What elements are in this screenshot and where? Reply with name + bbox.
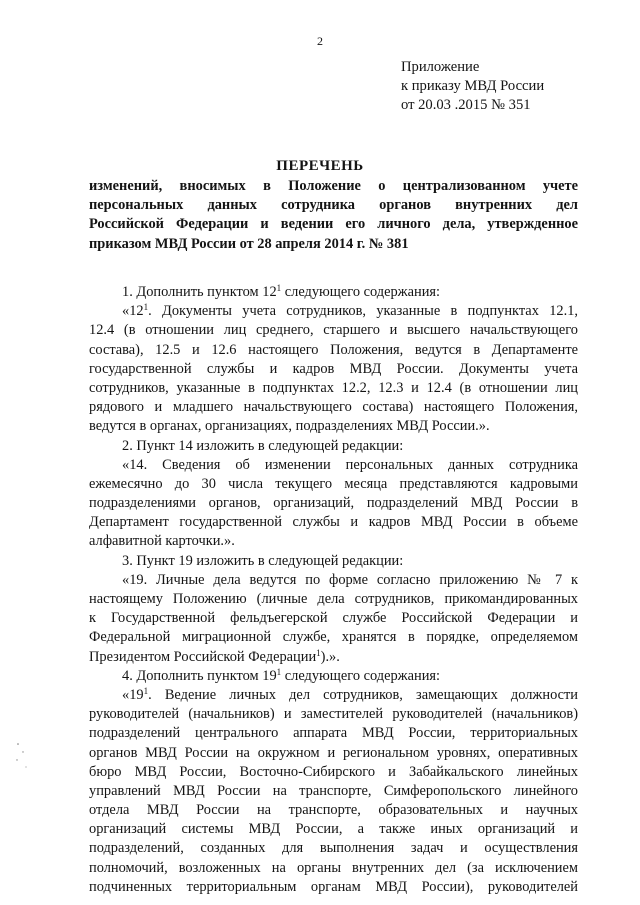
- body-line: государственной службы и кадров МВД России. Документы учета: [89, 360, 578, 377]
- body-line: подчиненных территориальным органам МВД России), руководителей: [89, 878, 578, 895]
- item-2-heading: 2. Пункт 14 изложить в следующей редакции:: [122, 437, 404, 454]
- body-line: «19. Личные дела ведутся по форме согласно приложению № 7 к: [122, 571, 578, 588]
- appendix-block: [401, 58, 544, 115]
- item-4-heading: 4. Дополнить пунктом $19^1$ следующего содержания:: [122, 666, 441, 684]
- body-line: подразделений, созданных для выполнения задач и осуществления: [89, 840, 578, 857]
- body-line: полномочий, возложенных на органы внутренних дел (за исключением: [89, 859, 578, 876]
- appendix-order-ref: к приказу МВД России: [401, 78, 545, 94]
- body-line: организаций системы МВД России, а также иных организаций и: [89, 821, 578, 838]
- body-line: состава), 12.5 и 12.6 настоящего Положения, ведутся в Департаменте: [89, 341, 578, 358]
- appendix-order-date: от 20.03 .2015 № 351: [401, 97, 531, 113]
- item-1-heading: 1. Дополнить пунктом $12^1$ следующего содержания:: [122, 283, 441, 300]
- body-line: подразделений центрального аппарата МВД России, территориальных: [89, 725, 578, 742]
- subtitle-line: Российской Федерации и ведении его личного дела, утвержденное: [89, 216, 578, 233]
- body-line: «$19^1$. Ведение личных дел сотрудников, замещающих должности: [122, 685, 578, 703]
- body-line: подразделениями органов, организаций, подразделений МВД России в: [89, 495, 578, 512]
- subtitle-line: персональных данных сотрудника органов внутренних дел: [89, 197, 578, 214]
- page-number: 2: [317, 34, 323, 48]
- document-title: ПЕРЕЧЕНЬ: [276, 158, 364, 174]
- document-body: [89, 283, 578, 897]
- body-line: сотрудников, указанные в подпунктах 12.2, 12.3 и 12.4 (в отношении лиц: [89, 379, 578, 396]
- body-line: 12.4 (в отношении лиц среднего, старшего и высшего начальствующего: [89, 322, 578, 339]
- scan-ink-marks: [14, 741, 32, 771]
- document-subtitle: [89, 177, 578, 254]
- body-line: органов МВД России на окружном и региональном уровнях, оперативных: [89, 744, 578, 761]
- body-line: «14. Сведения об изменении персональных данных сотрудника: [122, 456, 578, 473]
- body-line: отдела МВД России на транспорте, образовательных и научных: [89, 802, 578, 819]
- body-line: Федеральной миграционной службе, хранятся в порядке, определяемом: [89, 629, 578, 646]
- body-line: Президентом Российской Федерации$^1$).».: [89, 647, 340, 665]
- subtitle-line: изменений, вносимых в Положение о централизованном учете: [89, 178, 578, 194]
- body-line: рядового и младшего начальствующего состава) настоящего Положения,: [89, 399, 578, 416]
- subtitle-line: приказом МВД России от 28 апреля 2014 г. № 381: [89, 235, 409, 252]
- body-line: ведутся в органах, организациях, подразделениях МВД России.».: [89, 418, 490, 435]
- body-line: алфавитной карточки.».: [89, 533, 235, 550]
- body-line: к Государственной фельдъегерской службе Российской Федерации и: [89, 610, 578, 627]
- body-line: «$12^1$. Документы учета сотрудников, указанные в подпунктах 12.1,: [122, 302, 578, 320]
- body-line: бюро МВД России, Восточно-Сибирского и Забайкальского линейных: [89, 763, 578, 780]
- body-line: руководителей (начальников) и заместителей руководителей (начальников): [89, 706, 578, 723]
- appendix-label: Приложение: [401, 59, 480, 75]
- item-3-heading: 3. Пункт 19 изложить в следующей редакции:: [122, 552, 404, 569]
- body-line: управлений МВД России на транспорте, Симферопольского линейного: [89, 782, 578, 799]
- body-line: настоящему Положению (личные дела сотрудников, прикомандированных: [89, 591, 578, 607]
- body-line: ежемесячно до 30 числа текущего месяца представляются кадровыми: [89, 475, 578, 492]
- body-line: Департамент государственной службы и кадров МВД России в объеме: [89, 514, 578, 531]
